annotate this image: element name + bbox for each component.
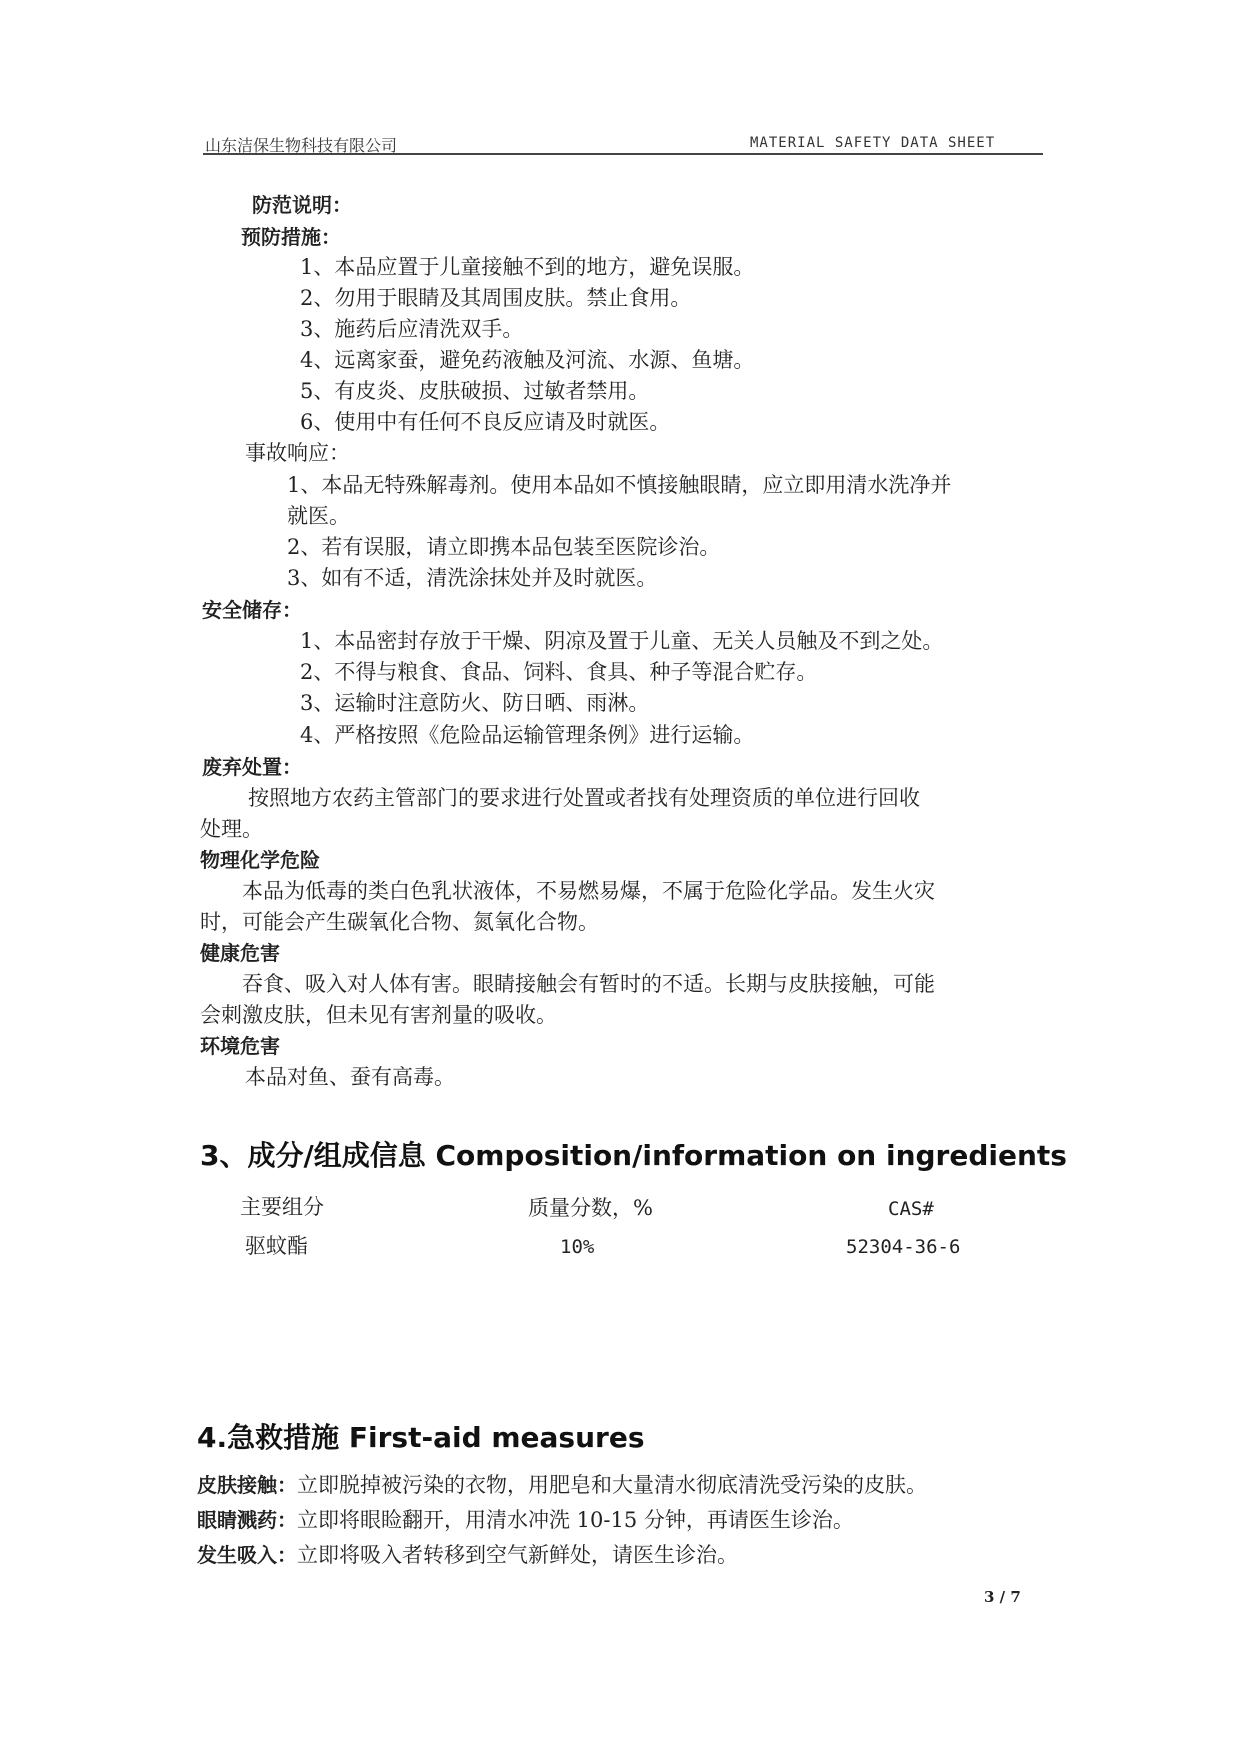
response-heading: 事故响应： — [245, 441, 350, 465]
health-text-cont: 会刺激皮肤，但未见有害剂量的吸收。 — [200, 1003, 557, 1027]
response-item-cont: 就医。 — [287, 504, 350, 528]
prevention-item: 5、有皮炎、皮肤破损、过敏者禁用。 — [300, 379, 650, 403]
physchem-text-cont: 时，可能会产生碳氧化合物、氮氧化合物。 — [200, 910, 599, 934]
storage-item: 1、本品密封存放于干燥、阴凉及置于儿童、无关人员触及不到之处。 — [300, 629, 944, 653]
prevention-heading: 预防措施： — [241, 225, 341, 249]
storage-heading: 安全储存： — [202, 598, 302, 622]
prevention-item: 6、使用中有任何不良反应请及时就医。 — [300, 410, 671, 434]
response-item: 2、若有误服，请立即携本品包装至医院诊治。 — [287, 535, 721, 559]
document-type: MATERIAL SAFETY DATA SHEET — [750, 135, 996, 151]
first-aid-text-skin: 立即脱掉被污染的衣物，用肥皂和大量清水彻底清洗受污染的皮肤。 — [297, 1473, 927, 1497]
environment-heading: 环境危害 — [200, 1034, 280, 1058]
first-aid-label-eyes: 眼睛溅药： — [197, 1508, 297, 1532]
ingredients-header-fraction: 质量分数，% — [528, 1196, 653, 1220]
health-heading: 健康危害 — [200, 941, 280, 965]
header-rule — [203, 153, 1043, 155]
ingredients-header-component: 主要组分 — [240, 1195, 324, 1219]
company-name: 山东洁保生物科技有限公司 — [205, 136, 398, 155]
disposal-text-cont: 处理。 — [200, 817, 263, 841]
first-aid-row — [197, 1505, 854, 1535]
physchem-heading: 物理化学危险 — [200, 848, 320, 872]
response-item: 3、如有不适，清洗涂抹处并及时就医。 — [287, 566, 658, 590]
page-number: 3 / 7 — [984, 1588, 1021, 1606]
prevention-item: 1、本品应置于儿童接触不到的地方，避免误服。 — [300, 255, 755, 279]
ingredient-fraction: 10% — [560, 1236, 595, 1258]
health-text: 吞食、吸入对人体有害。眼睛接触会有暂时的不适。长期与皮肤接触，可能 — [242, 972, 935, 996]
disposal-heading: 废弃处置： — [202, 755, 302, 779]
ingredient-name: 驱蚊酯 — [245, 1234, 308, 1258]
first-aid-text-eyes: 立即将眼睑翻开，用清水冲洗 10-15 分钟，再请医生诊治。 — [297, 1508, 854, 1532]
section3-title: 3、成分/组成信息 Composition/information on ingredients — [200, 1139, 1067, 1172]
first-aid-label-skin: 皮肤接触： — [197, 1473, 297, 1497]
prevention-item: 2、勿用于眼睛及其周围皮肤。禁止食用。 — [300, 286, 692, 310]
first-aid-text-inhalation: 立即将吸入者转移到空气新鲜处，请医生诊治。 — [297, 1543, 738, 1567]
precaution-heading: 防范说明： — [252, 193, 352, 217]
ingredient-cas: 52304-36-6 — [846, 1236, 961, 1258]
first-aid-label-inhalation: 发生吸入： — [197, 1543, 297, 1567]
prevention-item: 4、远离家蚕，避免药液触及河流、水源、鱼塘。 — [300, 348, 755, 372]
first-aid-row — [197, 1540, 738, 1570]
disposal-text: 按照地方农药主管部门的要求进行处置或者找有处理资质的单位进行回收 — [248, 786, 920, 810]
prevention-item: 3、施药后应清洗双手。 — [300, 317, 524, 341]
storage-item: 4、严格按照《危险品运输管理条例》进行运输。 — [300, 723, 755, 747]
section4-title: 4.急救措施 First-aid measures — [197, 1421, 645, 1454]
first-aid-row — [197, 1470, 927, 1500]
environment-text: 本品对鱼、蚕有高毒。 — [245, 1065, 455, 1089]
storage-item: 3、运输时注意防火、防日晒、雨淋。 — [300, 691, 650, 715]
ingredients-header-cas: CAS# — [888, 1198, 934, 1220]
storage-item: 2、不得与粮食、食品、饲料、食具、种子等混合贮存。 — [300, 660, 818, 684]
physchem-text: 本品为低毒的类白色乳状液体，不易燃易爆，不属于危险化学品。发生火灾 — [242, 879, 935, 903]
response-item: 1、本品无特殊解毒剂。使用本品如不慎接触眼睛，应立即用清水洗净并 — [287, 473, 952, 497]
